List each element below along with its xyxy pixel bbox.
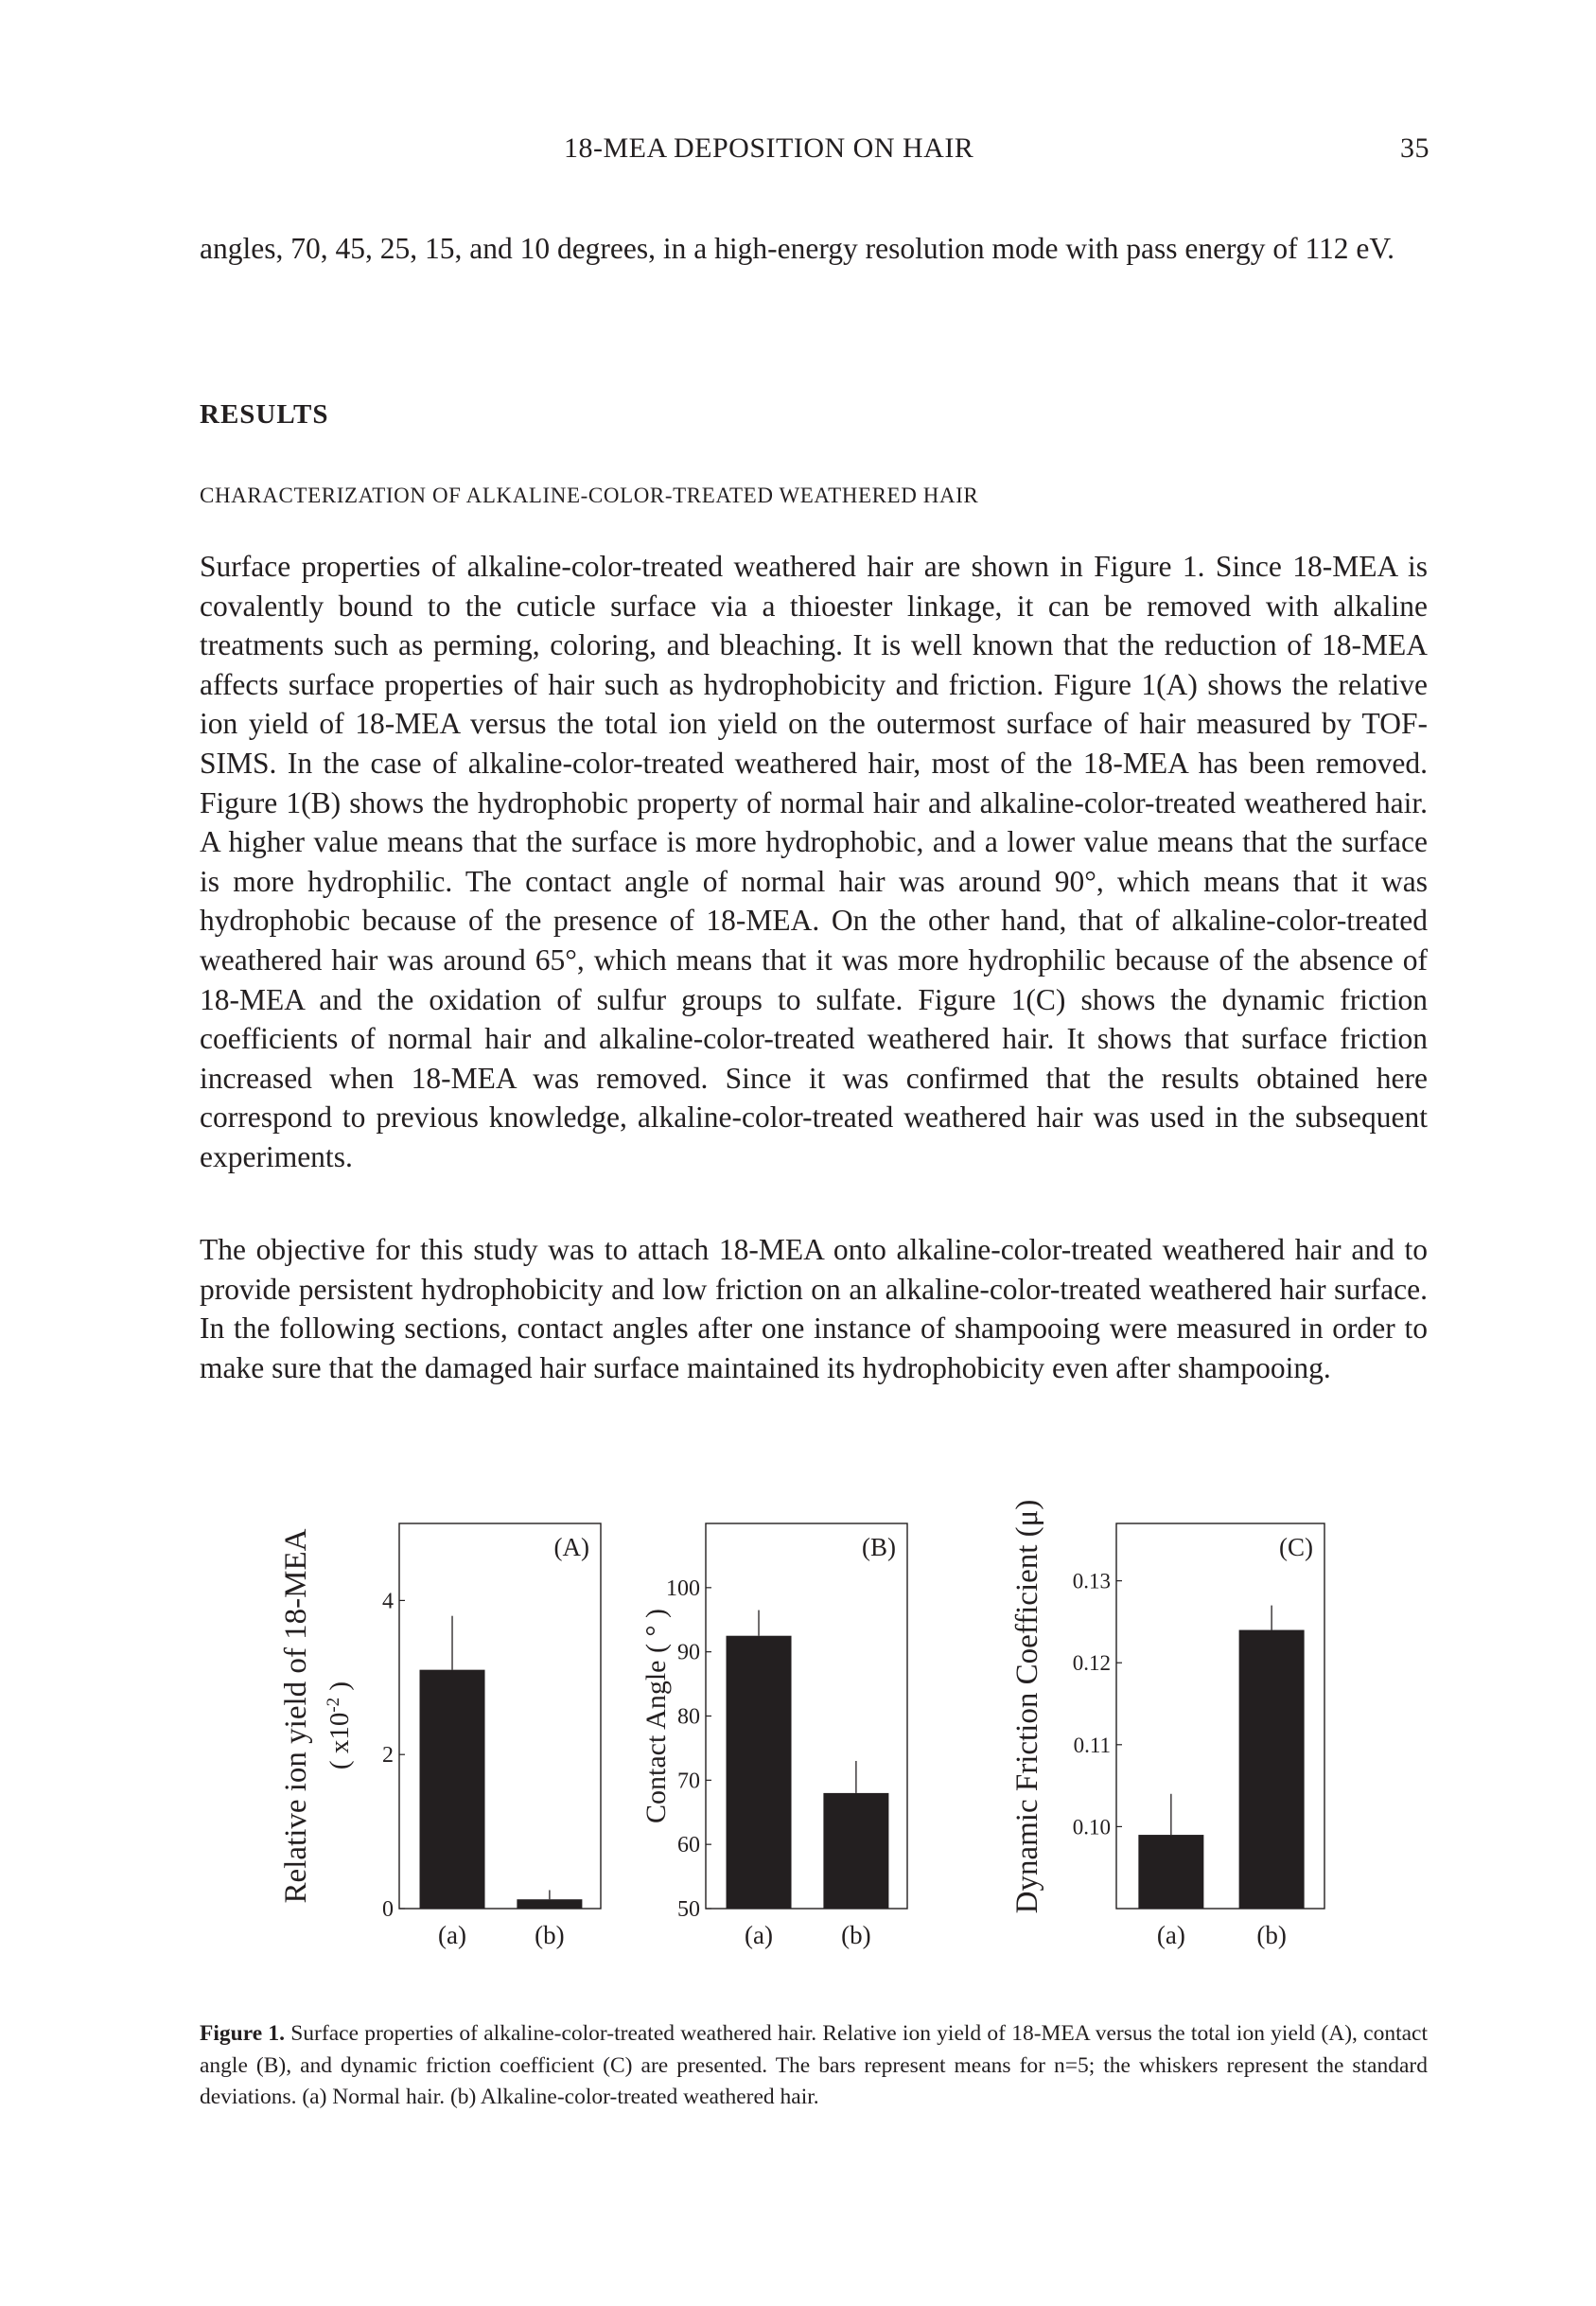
- chart-a-ylabel-unit-prefix: ( x10: [324, 1712, 355, 1770]
- chart-b-ytick-label: 90: [677, 1640, 700, 1665]
- figure-caption: [200, 2018, 1428, 2114]
- chart-b-bar: [823, 1793, 888, 1909]
- chart-a-ylabel-unit-exponent: -2: [324, 1697, 343, 1713]
- chart-c-ytick-label: 0.11: [1073, 1733, 1111, 1757]
- running-title: 18-MEA DEPOSITION ON HAIR: [564, 132, 974, 164]
- chart-b-ytick-label: 50: [677, 1897, 700, 1922]
- chart-a-ytick-label: 2: [382, 1743, 394, 1769]
- chart-c-bar: [1138, 1835, 1203, 1909]
- running-header: [200, 132, 1429, 170]
- chart-c-ytick-label: 0.10: [1072, 1815, 1111, 1840]
- figure-caption-text: Surface properties of alkaline-color-treated weathered hair. Relative ion yield of 18-MEA versus the total ion yield (A), contact angle (B), and dynamic friction coefficient (C) are presented. The bars represent means for n=5; the whiskers represent the standard deviations. (a) Normal hair. (b) Alkaline-color-treated weathered hair.: [200, 2021, 1428, 2110]
- chart-b-category-label: (a): [745, 1921, 774, 1949]
- chart-b-ytick-label: 60: [677, 1833, 700, 1858]
- intro-paragraph: angles, 70, 45, 25, 15, and 10 degrees, in a high-energy resolution mode with pass energy of 112 eV.: [200, 232, 1394, 265]
- chart-a-ylabel-unit: [324, 1681, 355, 1769]
- section-heading-results: RESULTS: [200, 399, 329, 430]
- chart-a-ylabel: Relative ion yield of 18-MEA: [279, 1528, 313, 1904]
- chart-a-ytick-label: 0: [382, 1897, 394, 1922]
- chart-a-bar: [517, 1899, 582, 1909]
- subsection-heading: CHARACTERIZATION OF ALKALINE-COLOR-TREATED WEATHERED HAIR: [200, 484, 979, 507]
- chart-c-category-label: (a): [1156, 1921, 1185, 1949]
- chart-c-panel-label: (C): [1279, 1533, 1313, 1561]
- chart-c-ytick-label: 0.13: [1072, 1569, 1111, 1593]
- chart-c-category-label: (b): [1256, 1921, 1287, 1949]
- chart-a-bar: [420, 1670, 485, 1909]
- chart-b-ylabel: Contact Angle ( ° ): [640, 1609, 672, 1823]
- chart-a-ylabel-unit-suffix: ): [324, 1681, 355, 1698]
- chart-b-category-label: (b): [841, 1921, 871, 1949]
- chart-b-panel-label: (B): [862, 1533, 896, 1561]
- figure-caption-label: Figure 1.: [200, 2021, 285, 2046]
- chart-a-category-label: (a): [438, 1921, 467, 1949]
- chart-c-bar: [1239, 1630, 1305, 1909]
- chart-a-category-label: (b): [535, 1921, 565, 1949]
- page-number: 35: [1400, 132, 1429, 164]
- body-paragraph-1: Surface properties of alkaline-color-treated weathered hair are shown in Figure 1. Since 18-MEA is covalently bound to the cuticle surface via a thioester linkage, it can be removed with alkaline treatments such as perming, coloring, and bleaching. It is well known that the reduction of 18-MEA affects surface properties of hair such as hydrophobicity and friction. Figure 1(A) shows the relative ion yield of 18-MEA versus the total ion yield on the outermost surface of hair measured by TOF-SIMS. In the case of alkaline-color-treated weathered hair, most of the 18-MEA has been removed. Figure 1(B) shows the hydrophobic property of normal hair and alkaline-color-treated weathered hair. A higher value means that the surface is more hydrophobic, and a lower value means that the surface is more hydrophilic. The contact angle of normal hair was around 90°, which means that it was hydrophobic because of the presence of 18-MEA. On the other hand, that of alkaline-color-treated weathered hair was around 65°, which means that it was more hydrophilic because of the absence of 18-MEA and the oxidation of sulfur groups to sulfate. Figure 1(C) shows the dynamic friction coefficients of normal hair and alkaline-color-treated weathered hair. It shows that surface friction increased when 18-MEA was removed. Since it was confirmed that the results obtained here correspond to previous knowledge, alkaline-color-treated weathered hair was used in the subsequent experiments.: [200, 550, 1428, 1173]
- body-paragraph-2: The objective for this study was to attach 18-MEA onto alkaline-color-treated weathered hair and to provide persistent hydrophobicity and low friction on an alkaline-color-treated weathered hair surface. In the following sections, contact angles after one instance of shampooing were measured in order to make sure that the damaged hair surface maintained its hydrophobicity even after shampooing.: [200, 1233, 1428, 1384]
- chart-b-ytick-label: 70: [677, 1769, 700, 1794]
- chart-a-ytick-label: 4: [382, 1589, 394, 1614]
- figure-1: [200, 1467, 1428, 2016]
- figure-1-charts: [200, 1467, 1428, 2016]
- chart-b-bar: [727, 1636, 792, 1909]
- chart-c-ytick-label: 0.12: [1072, 1651, 1111, 1676]
- chart-b-ytick-label: 80: [677, 1704, 700, 1730]
- chart-c-ylabel: Dynamic Friction Coefficient (μ): [1010, 1499, 1044, 1914]
- chart-b-ytick-label: 100: [666, 1575, 700, 1601]
- chart-a-panel-label: (A): [553, 1533, 589, 1561]
